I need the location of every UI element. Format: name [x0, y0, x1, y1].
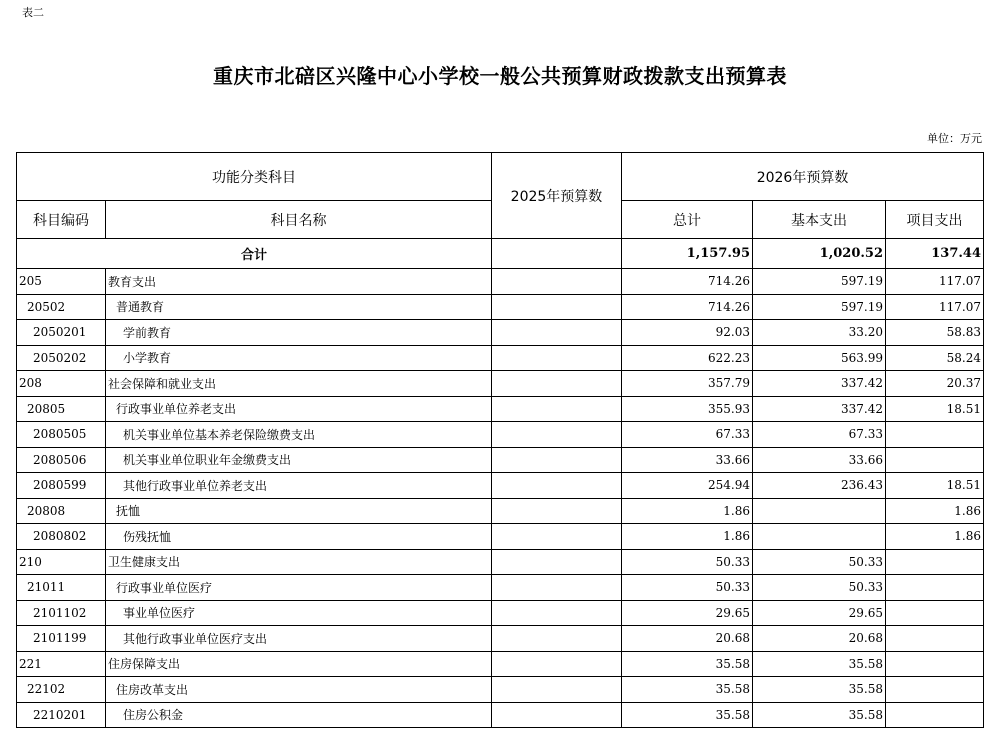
row-budget-2025: [492, 524, 622, 550]
row-basic: 33.66: [753, 447, 886, 473]
row-code: 20805: [17, 396, 106, 422]
row-total: 357.79: [622, 371, 753, 397]
row-budget-2025: [492, 269, 622, 295]
row-basic: 20.68: [753, 626, 886, 652]
row-budget-2025: [492, 702, 622, 728]
row-name: 伤残抚恤: [106, 524, 492, 550]
header-budget-2026: 2026年预算数: [622, 153, 984, 201]
row-project: [886, 651, 984, 677]
row-project: 18.51: [886, 473, 984, 499]
row-budget-2025: [492, 473, 622, 499]
row-total: 254.94: [622, 473, 753, 499]
row-budget-2025: [492, 422, 622, 448]
row-code: 2101102: [17, 600, 106, 626]
row-name: 事业单位医疗: [106, 600, 492, 626]
page-title: 重庆市北碚区兴隆中心小学校一般公共预算财政拨款支出预算表: [213, 64, 787, 88]
header-basic: 基本支出: [753, 201, 886, 239]
row-basic: 35.58: [753, 651, 886, 677]
row-total: 50.33: [622, 549, 753, 575]
row-project: [886, 549, 984, 575]
row-name: 机关事业单位基本养老保险缴费支出: [106, 422, 492, 448]
row-project: 58.24: [886, 345, 984, 371]
row-budget-2025: [492, 549, 622, 575]
row-basic: [753, 524, 886, 550]
row-basic: [753, 498, 886, 524]
table-row: [17, 575, 984, 601]
table-row: [17, 677, 984, 703]
row-project: 18.51: [886, 396, 984, 422]
row-code: 2080802: [17, 524, 106, 550]
row-basic: 597.19: [753, 294, 886, 320]
table-row: [17, 396, 984, 422]
row-code: 2050202: [17, 345, 106, 371]
row-total: 35.58: [622, 651, 753, 677]
row-code: 21011: [17, 575, 106, 601]
header-row-1: [17, 153, 984, 201]
row-code: 20808: [17, 498, 106, 524]
row-name: 教育支出: [106, 269, 492, 295]
row-budget-2025: [492, 575, 622, 601]
row-budget-2025: [492, 371, 622, 397]
total-label: 合计: [17, 239, 492, 269]
header-functional-category: 功能分类科目: [17, 153, 492, 201]
row-project: [886, 447, 984, 473]
table-row: [17, 320, 984, 346]
row-project: 58.83: [886, 320, 984, 346]
row-basic: 597.19: [753, 269, 886, 295]
table-row: [17, 549, 984, 575]
table-row: [17, 269, 984, 295]
row-basic: 337.42: [753, 396, 886, 422]
row-total: 35.58: [622, 677, 753, 703]
row-code: 208: [17, 371, 106, 397]
row-project: [886, 575, 984, 601]
total-row: [17, 239, 984, 269]
row-name: 小学教育: [106, 345, 492, 371]
row-budget-2025: [492, 651, 622, 677]
row-code: 2080506: [17, 447, 106, 473]
table-row: [17, 600, 984, 626]
row-name: 卫生健康支出: [106, 549, 492, 575]
row-basic: 236.43: [753, 473, 886, 499]
row-total: 714.26: [622, 294, 753, 320]
row-total: 1.86: [622, 498, 753, 524]
table-row: [17, 422, 984, 448]
row-name: 机关事业单位职业年金缴费支出: [106, 447, 492, 473]
row-basic: 35.58: [753, 702, 886, 728]
row-basic: 50.33: [753, 575, 886, 601]
header-code: 科目编码: [17, 201, 106, 239]
row-total: 50.33: [622, 575, 753, 601]
table-row: [17, 702, 984, 728]
row-name: 其他行政事业单位养老支出: [106, 473, 492, 499]
row-basic: 35.58: [753, 677, 886, 703]
row-total: 1.86: [622, 524, 753, 550]
row-name: 住房公积金: [106, 702, 492, 728]
total-sum: 1,157.95: [622, 239, 753, 269]
row-name: 住房保障支出: [106, 651, 492, 677]
table-number-label: 表二: [22, 6, 44, 19]
total-project: 137.44: [886, 239, 984, 269]
row-total: 714.26: [622, 269, 753, 295]
row-code: 210: [17, 549, 106, 575]
row-budget-2025: [492, 600, 622, 626]
row-project: 117.07: [886, 294, 984, 320]
row-project: 1.86: [886, 498, 984, 524]
total-basic: 1,020.52: [753, 239, 886, 269]
row-code: 2050201: [17, 320, 106, 346]
row-total: 92.03: [622, 320, 753, 346]
row-project: [886, 626, 984, 652]
row-project: 117.07: [886, 269, 984, 295]
row-name: 其他行政事业单位医疗支出: [106, 626, 492, 652]
row-basic: 50.33: [753, 549, 886, 575]
row-total: 622.23: [622, 345, 753, 371]
row-name: 行政事业单位医疗: [106, 575, 492, 601]
row-budget-2025: [492, 320, 622, 346]
row-code: 2080599: [17, 473, 106, 499]
table-row: [17, 524, 984, 550]
row-basic: 33.20: [753, 320, 886, 346]
row-project: [886, 702, 984, 728]
table-row: [17, 473, 984, 499]
budget-table: [16, 152, 984, 728]
row-basic: 29.65: [753, 600, 886, 626]
row-budget-2025: [492, 677, 622, 703]
row-name: 住房改革支出: [106, 677, 492, 703]
row-code: 205: [17, 269, 106, 295]
table-row: [17, 498, 984, 524]
table-row: [17, 371, 984, 397]
row-code: 2101199: [17, 626, 106, 652]
header-total: 总计: [622, 201, 753, 239]
total-budget-2025: [492, 239, 622, 269]
row-project: 1.86: [886, 524, 984, 550]
row-budget-2025: [492, 626, 622, 652]
row-code: 22102: [17, 677, 106, 703]
row-project: [886, 677, 984, 703]
table-row: [17, 294, 984, 320]
row-name: 抚恤: [106, 498, 492, 524]
header-project: 项目支出: [886, 201, 984, 239]
header-budget-2025: 2025年预算数: [492, 153, 622, 239]
row-total: 29.65: [622, 600, 753, 626]
row-name: 学前教育: [106, 320, 492, 346]
row-budget-2025: [492, 345, 622, 371]
row-name: 社会保障和就业支出: [106, 371, 492, 397]
row-total: 35.58: [622, 702, 753, 728]
unit-label: 单位：万元: [927, 132, 982, 145]
row-total: 20.68: [622, 626, 753, 652]
table-row: [17, 651, 984, 677]
row-code: 2080505: [17, 422, 106, 448]
row-basic: 563.99: [753, 345, 886, 371]
row-code: 221: [17, 651, 106, 677]
header-name: 科目名称: [106, 201, 492, 239]
row-total: 67.33: [622, 422, 753, 448]
row-name: 行政事业单位养老支出: [106, 396, 492, 422]
row-budget-2025: [492, 447, 622, 473]
table-row: [17, 345, 984, 371]
row-basic: 67.33: [753, 422, 886, 448]
row-budget-2025: [492, 498, 622, 524]
row-total: 355.93: [622, 396, 753, 422]
row-basic: 337.42: [753, 371, 886, 397]
row-name: 普通教育: [106, 294, 492, 320]
row-project: 20.37: [886, 371, 984, 397]
table-row: [17, 447, 984, 473]
row-project: [886, 600, 984, 626]
row-code: 20502: [17, 294, 106, 320]
row-total: 33.66: [622, 447, 753, 473]
row-budget-2025: [492, 396, 622, 422]
row-project: [886, 422, 984, 448]
table-row: [17, 626, 984, 652]
row-code: 2210201: [17, 702, 106, 728]
row-budget-2025: [492, 294, 622, 320]
